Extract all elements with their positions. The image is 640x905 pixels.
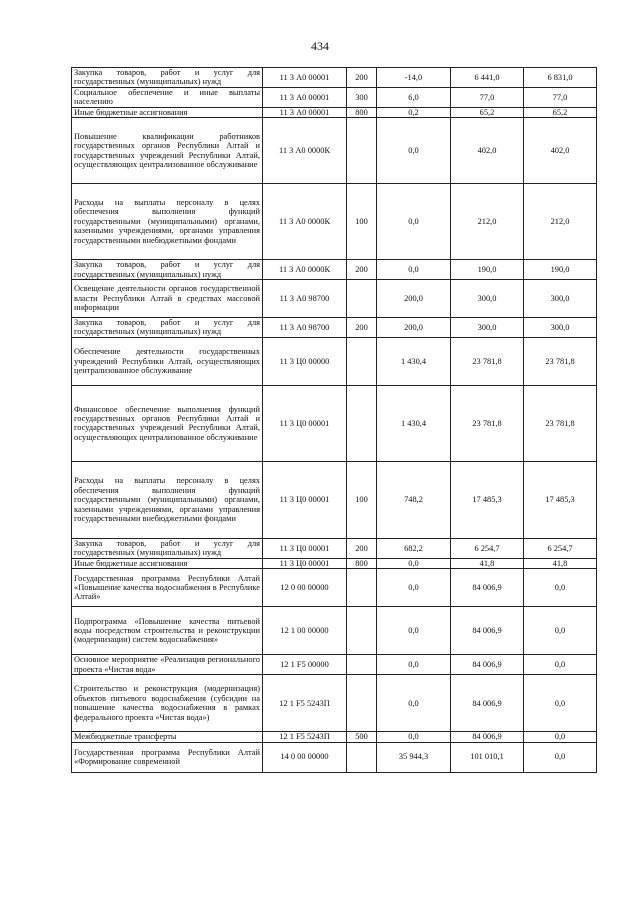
cell-name: Закупка товаров, работ и услуг для государственных (муниципальных) нужд [72,68,263,88]
cell-name: Финансовое обеспечение выполнения функций государственных органов Республики Алтай и государственных учреждений Республики Алтай, осуществляющих централизованное обслуживание [72,385,263,461]
cell-v2: 300,0 [451,280,524,318]
cell-v2: 300,0 [451,318,524,338]
table-row [72,655,597,675]
table-row [72,87,597,107]
cell-code: 12 1 F5 5243П [263,732,347,742]
cell-type: 100 [347,461,377,538]
cell-v2: 84 006,9 [451,655,524,675]
cell-name: Расходы на выплаты персоналу в целях обеспечения выполнения функций государственными (муниципальными) органами, казенными учреждениями, органами управления государственными внебюджетными фондами [72,461,263,538]
cell-name: Расходы на выплаты персоналу в целях обеспечения выполнения функций государственными (муниципальными) органами, казенными учреждениями, органами управления государственными внебюджетными фондами [72,184,263,260]
cell-v1: 0,0 [377,569,451,607]
cell-code: 11 3 Ц0 00000 [263,337,347,385]
cell-code: 12 1 F5 00000 [263,655,347,675]
cell-code: 11 3 А0 00001 [263,68,347,88]
cell-type [347,280,377,318]
cell-name: Государственная программа Республики Алтай «Повышение качества водоснабжения в Республике Алтай» [72,569,263,607]
cell-name: Освещение деятельности органов государственной власти Республики Алтай в средствах массовой информации [72,280,263,318]
table-row [72,318,597,338]
cell-v2: 23 781,8 [451,385,524,461]
table-row [72,280,597,318]
cell-v3: 0,0 [524,655,597,675]
table-row [72,538,597,558]
cell-name: Иные бюджетные ассигнования [72,107,263,117]
cell-name: Межбюджетные трансферты [72,732,263,742]
cell-v2: 6 441,0 [451,68,524,88]
cell-type: 500 [347,732,377,742]
cell-v1: 1 430,4 [377,337,451,385]
cell-code: 12 1 00 00000 [263,607,347,655]
cell-v1: 0,0 [377,607,451,655]
cell-v2: 212,0 [451,184,524,260]
cell-name: Обеспечение деятельности государственных учреждений Республики Алтай, осуществляющих централизованное обслуживание [72,337,263,385]
cell-v1: 748,2 [377,461,451,538]
cell-type [347,655,377,675]
table-row [72,385,597,461]
table-row [72,118,597,184]
cell-v3: 23 781,8 [524,337,597,385]
table-row [72,68,597,88]
cell-v2: 6 254,7 [451,538,524,558]
cell-v1: 0,0 [377,732,451,742]
cell-name: Основное мероприятие «Реализация регионального проекта «Чистая вода» [72,655,263,675]
cell-name: Подпрограмма «Повышение качества питьевой воды посредством строительства и реконструкции (модернизации) систем водоснабжения» [72,607,263,655]
cell-code: 11 3 Ц0 00001 [263,538,347,558]
cell-v3: 65,2 [524,107,597,117]
cell-code: 11 3 А0 0000К [263,118,347,184]
cell-v2: 41,8 [451,558,524,568]
cell-v2: 402,0 [451,118,524,184]
cell-type: 200 [347,260,377,280]
cell-v3: 0,0 [524,569,597,607]
cell-name: Закупка товаров, работ и услуг для государственных (муниципальных) нужд [72,260,263,280]
cell-code: 11 3 А0 00001 [263,107,347,117]
cell-v2: 65,2 [451,107,524,117]
cell-v2: 84 006,9 [451,675,524,732]
cell-type: 800 [347,107,377,117]
cell-code: 11 3 А0 00001 [263,87,347,107]
cell-code: 11 3 А0 98700 [263,318,347,338]
page-number: 434 [311,39,329,53]
cell-name: Строительство и реконструкция (модернизация) объектов питьевого водоснабжения (субсидии на повышение качества водоснабжения в рамках федерального проекта «Чистая вода») [72,675,263,732]
cell-v2: 84 006,9 [451,569,524,607]
cell-v3: 300,0 [524,280,597,318]
table-row [72,461,597,538]
cell-type [347,675,377,732]
table-row [72,732,597,742]
cell-v3: 300,0 [524,318,597,338]
cell-v3: 41,8 [524,558,597,568]
cell-name: Государственная программа Республики Алтай «Формирование современной [72,742,263,772]
cell-type: 300 [347,87,377,107]
cell-v1: 0,0 [377,260,451,280]
cell-v1: 0,2 [377,107,451,117]
cell-code: 11 3 Ц0 00001 [263,558,347,568]
cell-v2: 84 006,9 [451,607,524,655]
cell-v1: 35 944,3 [377,742,451,772]
cell-type [347,118,377,184]
cell-v3: 6 831,0 [524,68,597,88]
cell-name: Повышение квалификации работников государственных органов Республики Алтай и государственных учреждений Республики Алтай, осуществляющих централизованное обслуживание [72,118,263,184]
budget-table-body [72,68,597,773]
cell-name: Закупка товаров, работ и услуг для государственных (муниципальных) нужд [72,538,263,558]
cell-v3: 23 781,8 [524,385,597,461]
cell-v2: 23 781,8 [451,337,524,385]
cell-v1: 682,2 [377,538,451,558]
cell-v3: 77,0 [524,87,597,107]
cell-type [347,385,377,461]
cell-type: 200 [347,318,377,338]
cell-code: 11 3 Ц0 00001 [263,461,347,538]
table-row [72,742,597,772]
cell-v1: 0,0 [377,675,451,732]
table-row [72,260,597,280]
cell-v2: 84 006,9 [451,732,524,742]
cell-v3: 6 254,7 [524,538,597,558]
table-row [72,675,597,732]
cell-name: Иные бюджетные ассигнования [72,558,263,568]
cell-v1: 0,0 [377,184,451,260]
cell-code: 11 3 Ц0 00001 [263,385,347,461]
cell-code: 11 3 А0 98700 [263,280,347,318]
cell-code: 11 3 А0 0000К [263,260,347,280]
cell-code: 11 3 А0 0000К [263,184,347,260]
cell-type: 800 [347,558,377,568]
table-row [72,184,597,260]
cell-type: 100 [347,184,377,260]
cell-code: 12 1 F5 5243П [263,675,347,732]
cell-type [347,607,377,655]
cell-code: 14 0 00 00000 [263,742,347,772]
cell-v1: 0,0 [377,558,451,568]
cell-v2: 101 010,1 [451,742,524,772]
cell-type: 200 [347,538,377,558]
cell-v1: 200,0 [377,280,451,318]
cell-v3: 212,0 [524,184,597,260]
cell-v1: -14,0 [377,68,451,88]
cell-name: Социальное обеспечение и иные выплаты населению [72,87,263,107]
cell-v2: 17 485,3 [451,461,524,538]
cell-v1: 6,0 [377,87,451,107]
cell-v3: 0,0 [524,742,597,772]
cell-v3: 402,0 [524,118,597,184]
table-row [72,569,597,607]
table-row [72,607,597,655]
cell-v2: 77,0 [451,87,524,107]
cell-v1: 1 430,4 [377,385,451,461]
cell-v1: 0,0 [377,655,451,675]
cell-v3: 0,0 [524,607,597,655]
cell-type [347,569,377,607]
cell-v3: 17 485,3 [524,461,597,538]
cell-v3: 0,0 [524,675,597,732]
cell-type: 200 [347,68,377,88]
cell-v3: 0,0 [524,732,597,742]
cell-name: Закупка товаров, работ и услуг для государственных (муниципальных) нужд [72,318,263,338]
cell-v2: 190,0 [451,260,524,280]
cell-v1: 200,0 [377,318,451,338]
cell-v3: 190,0 [524,260,597,280]
cell-code: 12 0 00 00000 [263,569,347,607]
budget-table [71,67,597,773]
table-row [72,107,597,117]
cell-type [347,742,377,772]
table-row [72,558,597,568]
cell-type [347,337,377,385]
table-row [72,337,597,385]
cell-v1: 0,0 [377,118,451,184]
